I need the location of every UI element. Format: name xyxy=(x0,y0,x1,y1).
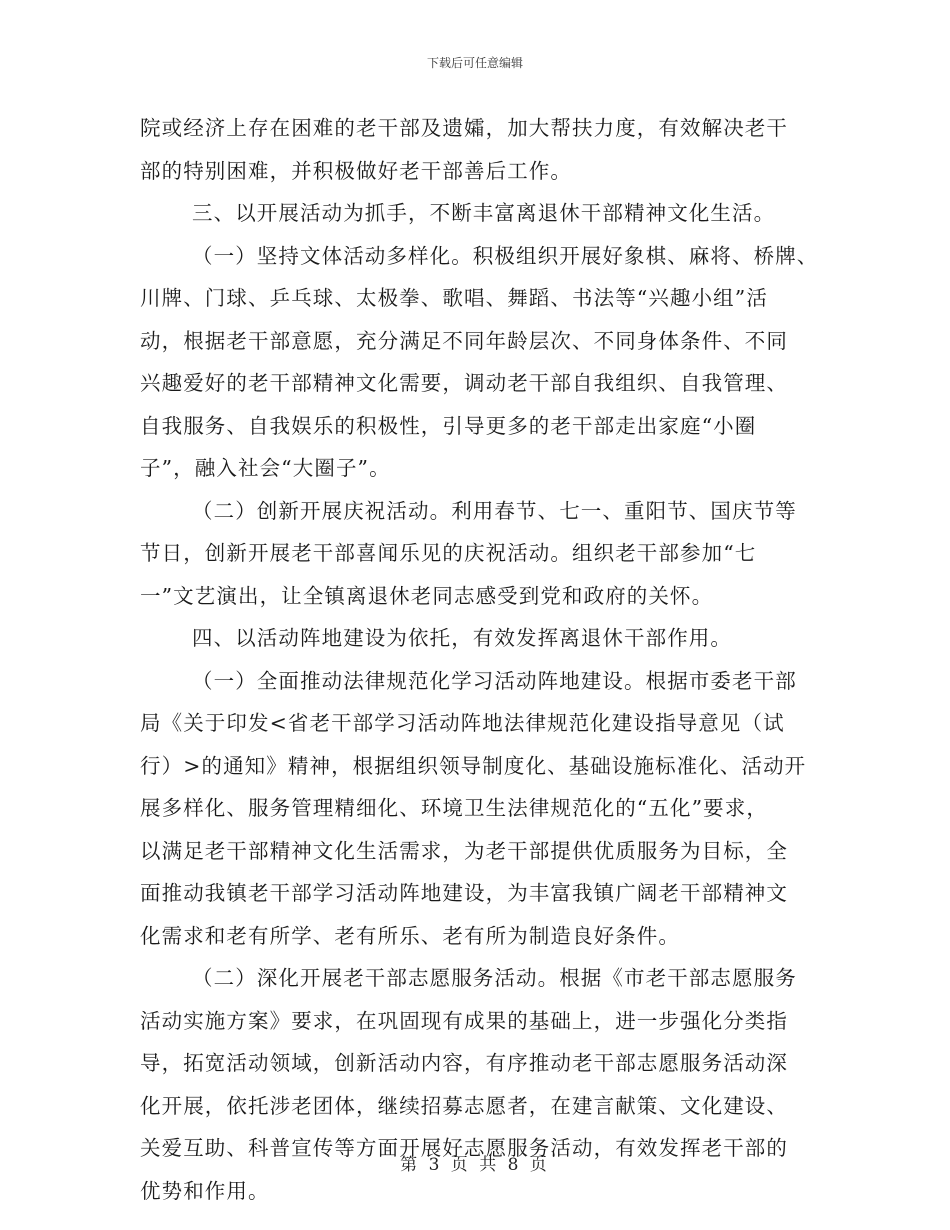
text-line: 展多样化、服务管理精细化、环境卫生法律规范化的“五化”要求， xyxy=(140,796,768,820)
text-line: 化需求和老有所学、老有所乐、老有所为制造良好条件。 xyxy=(140,923,680,948)
text-line: （一）坚持文体活动多样化。积极组织开展好象棋、麻将、桥牌、 xyxy=(192,243,819,268)
text-line: 化开展，依托涉老团体，继续招募志愿者，在建言献策、文化建设、 xyxy=(140,1093,788,1118)
text-line: 优势和作用。 xyxy=(140,1178,270,1203)
text-line: （一）全面推动法律规范化学习活动阵地建设。根据市委老干部 xyxy=(192,668,797,693)
text-line: 四、以活动阵地建设为依托，有效发挥离退休干部作用。 xyxy=(192,626,732,650)
page-header-note: 下载后可任意编辑 xyxy=(426,56,523,70)
text-line: 川牌、门球、乒乓球、太极拳、歌唱、舞蹈、书法等“兴趣小组”活 xyxy=(140,286,768,310)
text-line: 面推动我镇老干部学习活动阵地建设，为丰富我镇广阔老干部精神文 xyxy=(140,881,788,905)
text-line: 一”文艺演出，让全镇离退休老同志感受到党和政府的关怀。 xyxy=(140,583,714,608)
text-line: 动，根据老干部意愿，充分满足不同年龄层次、不同身体条件、不同 xyxy=(140,328,788,353)
text-line: 自我服务、自我娱乐的积极性，引导更多的老干部走出家庭“小圈 xyxy=(140,413,757,438)
document-body xyxy=(140,107,819,1212)
text-line: 以满足老干部精神文化生活需求，为老干部提供优质服务为目标，全 xyxy=(140,838,788,863)
page-number: 第 3 页 共 8 页 xyxy=(400,1155,550,1175)
text-line: （二）深化开展老干部志愿服务活动。根据《市老干部志愿服务 xyxy=(192,966,797,990)
text-line: 子”，融入社会“大圈子”。 xyxy=(140,456,391,480)
text-line: 部的特别困难，并积极做好老干部善后工作。 xyxy=(140,158,572,183)
text-line: 院或经济上存在困难的老干部及遗孀，加大帮扶力度，有效解决老干 xyxy=(140,116,788,140)
text-line: 关爱互助、科普宣传等方面开展好志愿服务活动，有效发挥老干部的 xyxy=(140,1136,788,1160)
text-line: 局《关于印发<省老干部学习活动阵地法律规范化建设指导意见（试 xyxy=(140,711,785,735)
text-line: 导，拓宽活动领域，创新活动内容，有序推动老干部志愿服务活动深 xyxy=(140,1051,788,1075)
text-line: 兴趣爱好的老干部精神文化需要，调动老干部自我组织、自我管理、 xyxy=(140,371,788,395)
text-line: （二）创新开展庆祝活动。利用春节、七一、重阳节、国庆节等 xyxy=(192,498,797,523)
text-line: 活动实施方案》要求，在巩固现有成果的基础上，进一步强化分类指 xyxy=(140,1008,788,1033)
text-line: 节日，创新开展老干部喜闻乐见的庆祝活动。组织老干部参加“七 xyxy=(140,541,757,565)
text-line: 三、以开展活动为抓手，不断丰富离退休干部精神文化生活。 xyxy=(192,201,776,225)
text-line: 行）>的通知》精神，根据组织领导制度化、基础设施标准化、活动开 xyxy=(140,753,807,778)
